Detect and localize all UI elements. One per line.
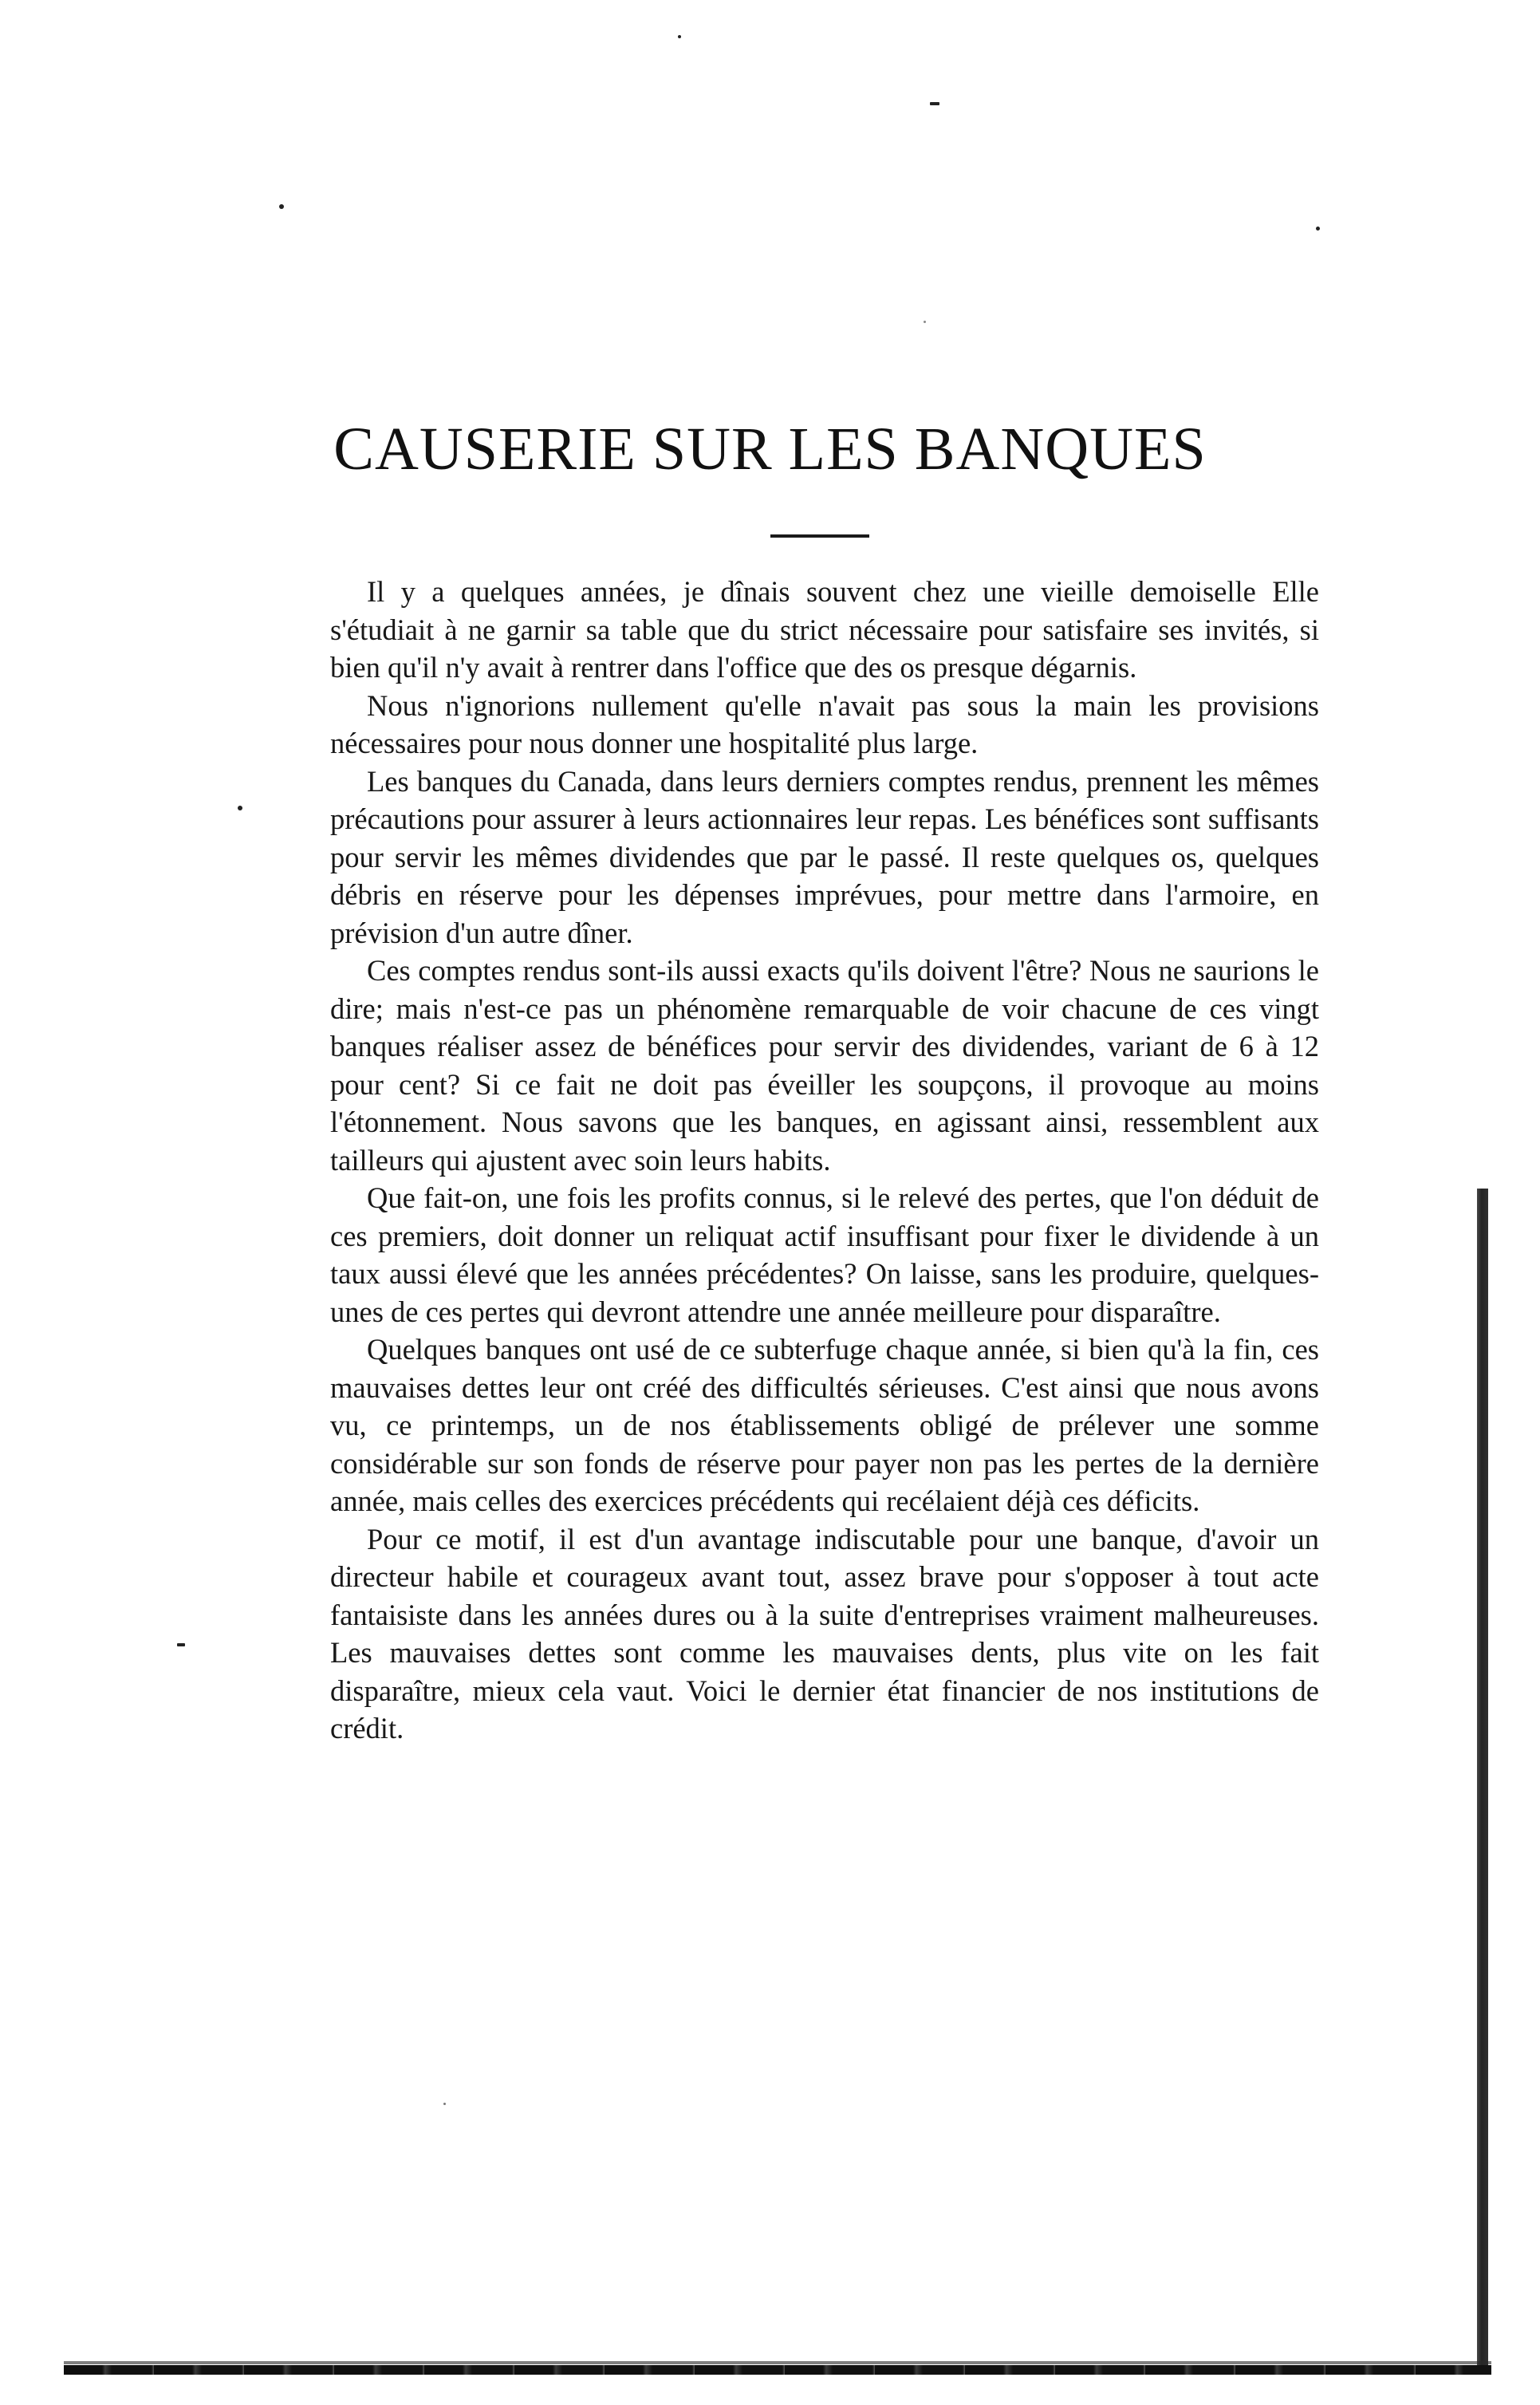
scan-speck: [177, 1643, 185, 1646]
scan-edge-bottom: [64, 2361, 1491, 2379]
scan-speck: [238, 806, 242, 810]
scan-speck: [1316, 227, 1320, 231]
scan-speck: [924, 321, 926, 323]
paragraph: Nous n'ignorions nullement qu'elle n'avait pas sous la main les provisions nécessaires pour nous donner une hospitalité plus large.: [330, 688, 1319, 759]
paragraph: Que fait-on, une fois les profits connus, si le relevé des pertes, que l'on déduit de ces premiers, doit donner un reliquat actif insuffisant pour fixer le dividende à un taux aussi élevé que les années précédentes? On laisse, sans les produire, quelques-unes de ces pertes qui devront attendre une année meilleure pour disparaître.: [330, 1181, 1319, 1328]
scan-edge-right: [1477, 1189, 1488, 2373]
scan-speck: [443, 2103, 446, 2105]
paragraph: Les banques du Canada, dans leurs derniers comptes rendus, prennent les mêmes précautions pour assurer à leurs actionnaires leur repas. Les bénéfices sont suffisants pour servir les mêmes dividendes que par le passé. Il reste quelques os, quelques débris en réserve pour les dépenses imprévues, pour mettre dans l'armoire, en prévision d'un autre dîner.: [330, 764, 1319, 949]
scan-speck: [930, 102, 939, 105]
scan-edge-bottom-band: [64, 2365, 1491, 2375]
page-title: CAUSERIE SUR LES BANQUES: [333, 416, 1207, 483]
scan-speck: [279, 204, 284, 209]
paragraph: Ces comptes rendus sont-ils aussi exacts qu'ils doivent l'être? Nous ne saurions le dire; mais n'est-ce pas un phénomène remarquable de voir chacune de ces vingt banques réaliser assez de bénéfices pour servir des dividendes, variant de 6 à 12 pour cent? Si ce fait ne doit pas éveiller les soupçons, il provoque au moins l'étonnement. Nous savons que les banques, en agissant ainsi, ressemblent aux tailleurs qui ajustent avec soin leurs habits.: [330, 954, 1319, 1177]
paragraph: Quelques banques ont usé de ce subterfuge chaque année, si bien qu'à la fin, ces mauvaises dettes leur ont créé des difficultés sérieuses. C'est ainsi que nous avons vu, ce printemps, un de nos établissements obligé de prélever une somme considérable sur son fonds de réserve pour payer non pas les pertes de la dernière année, mais celles des exercices précédents qui recélaient déjà ces déficits.: [330, 1333, 1319, 1517]
body-text: [330, 573, 1319, 1748]
scan-edge-bottom-shadow: [64, 2361, 1491, 2364]
scan-speck: [678, 35, 681, 38]
paragraph: Pour ce motif, il est d'un avantage indiscutable pour une banque, d'avoir un directeur habile et courageux avant tout, assez brave pour s'opposer à tout acte fantaisiste dans les années dures ou à la suite d'entreprises vraiment malheureuses. Les mauvaises dettes sont comme les mauvaises dents, plus vite on les fait disparaître, mieux cela vaut. Voici le dernier état financier de nos institutions de crédit.: [330, 1522, 1319, 1745]
title-rule: [770, 534, 869, 538]
paragraph: Il y a quelques années, je dînais souvent chez une vieille demoiselle Elle s'étudiait à ne garnir sa table que du strict nécessaire pour satisfaire ses invités, si bien qu'il n'y avait à rentrer dans l'office que des os presque dégarnis.: [330, 575, 1319, 684]
